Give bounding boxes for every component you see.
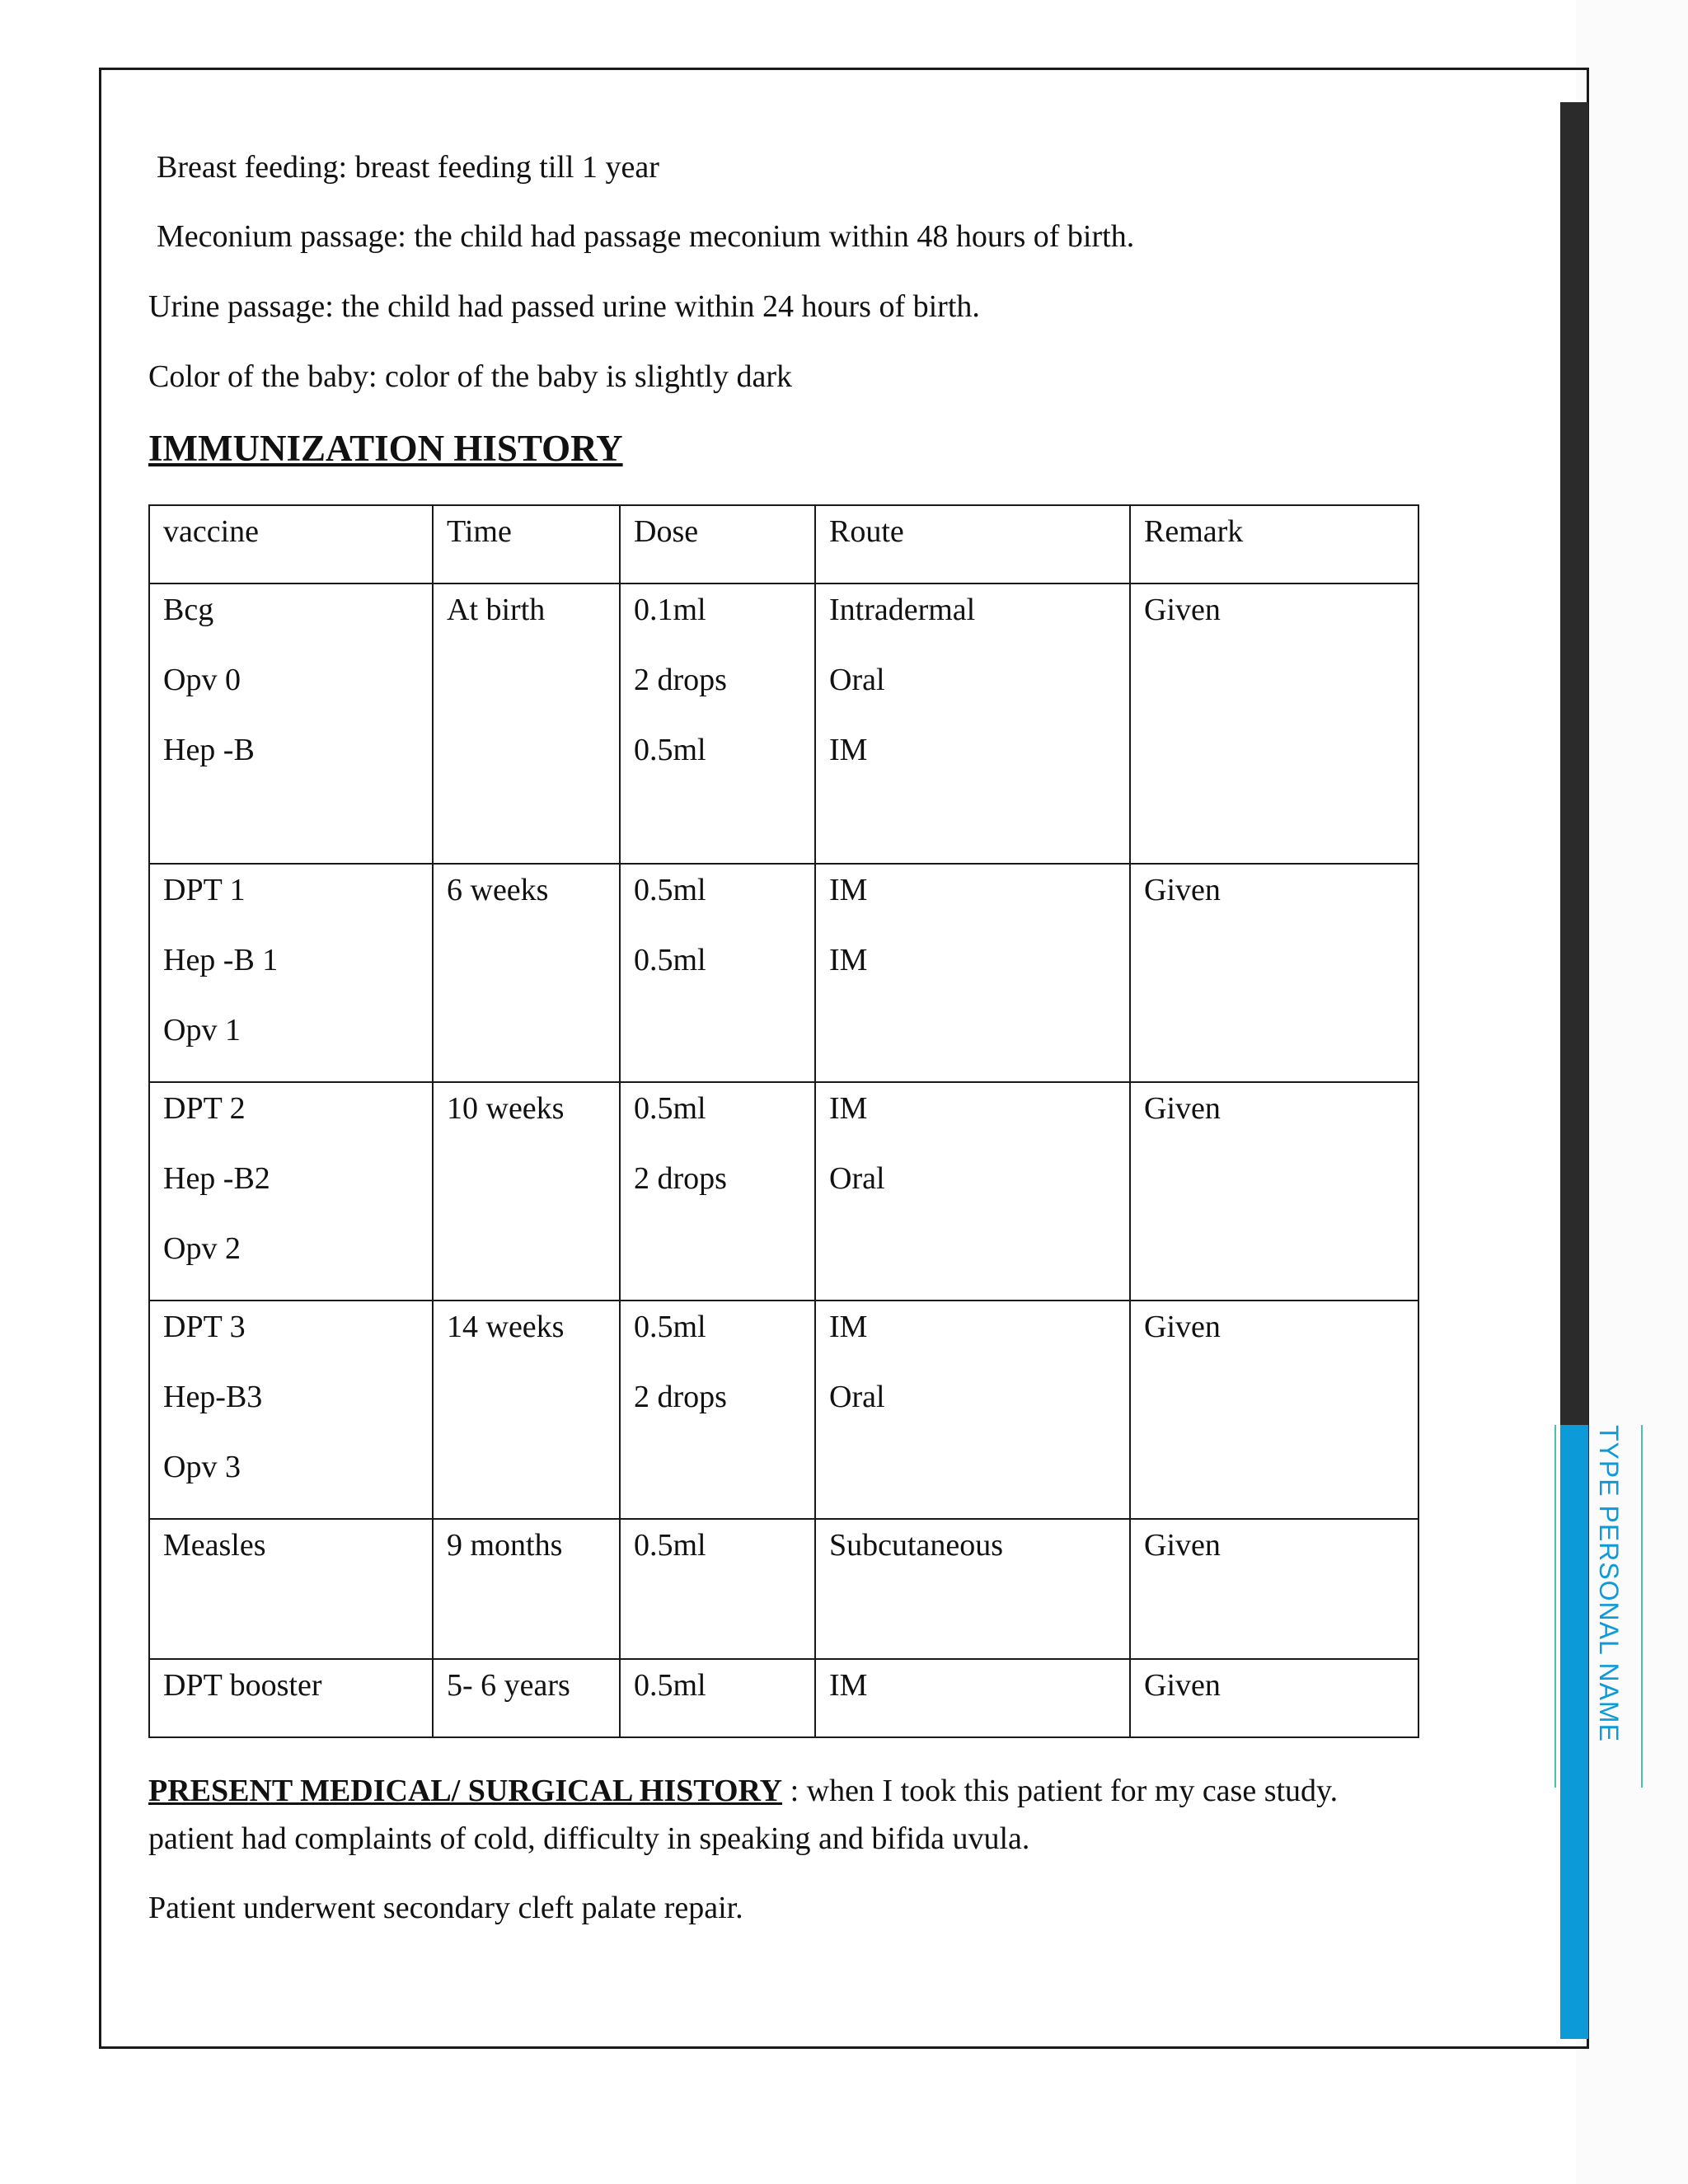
cell-line: Opv 1	[163, 1013, 241, 1047]
table-cell-remark	[1130, 1301, 1418, 1519]
table-row	[149, 1659, 1418, 1737]
table-cell-route	[815, 1659, 1130, 1737]
table-cell-time	[433, 864, 620, 1082]
cell-line: 0.5ml	[634, 1528, 706, 1563]
cell-line: IM	[829, 873, 868, 907]
table-cell-dose	[620, 583, 815, 864]
table-row	[149, 1301, 1418, 1519]
table-cell-vaccine	[149, 583, 433, 864]
sidebar-accent-line-left	[1554, 1425, 1556, 1788]
cell-line: DPT 1	[163, 873, 246, 907]
table-row	[149, 1519, 1418, 1659]
sidebar-dark-bar	[1560, 102, 1588, 1425]
table-cell-dose	[620, 1082, 815, 1301]
present-history-line-3: Patient underwent secondary cleft palate repair.	[148, 1891, 743, 1925]
cell-line: Hep -B2	[163, 1161, 270, 1196]
cell-line: IM	[829, 943, 868, 977]
cell-line: IM	[829, 1668, 868, 1703]
table-cell-vaccine	[149, 864, 433, 1082]
table-cell-route	[815, 1519, 1130, 1659]
cell-line: DPT 3	[163, 1310, 246, 1344]
cell-line: IM	[829, 1091, 868, 1126]
color-text: Color of the baby: color of the baby is slightly dark	[148, 359, 792, 394]
cell-line: 2 drops	[634, 663, 727, 697]
urine-text: Urine passage: the child had passed urine within 24 hours of birth.	[148, 289, 980, 324]
table-cell-time	[433, 1519, 620, 1659]
cell-line: Oral	[829, 1161, 885, 1196]
present-history-line-1	[148, 1767, 1338, 1815]
table-cell-time	[433, 1082, 620, 1301]
cell-line: 2 drops	[634, 1380, 727, 1414]
cell-line: Given	[1144, 593, 1221, 627]
cell-line: 0.5ml	[634, 1091, 706, 1126]
table-cell-route	[815, 864, 1130, 1082]
cell-line: DPT 2	[163, 1091, 246, 1126]
cell-line: At birth	[447, 593, 546, 627]
column-header-time: Time	[433, 505, 620, 583]
cell-line: 10 weeks	[447, 1091, 565, 1126]
table-cell-time	[433, 1301, 620, 1519]
table-cell-vaccine	[149, 1659, 433, 1737]
cell-line: Hep -B 1	[163, 943, 279, 977]
cell-line: 5- 6 years	[447, 1668, 570, 1703]
cell-line: 0.5ml	[634, 873, 706, 907]
cell-line: 0.5ml	[634, 943, 706, 977]
table-cell-route	[815, 1082, 1130, 1301]
cell-line: 0.5ml	[634, 733, 706, 767]
table-cell-time	[433, 583, 620, 864]
immunization-heading: IMMUNIZATION HISTORY	[148, 428, 623, 469]
cell-line: Hep -B	[163, 733, 255, 767]
present-history-line-2: patient had complaints of cold, difficulty in speaking and bifida uvula.	[148, 1821, 1030, 1856]
cell-line: Given	[1144, 1668, 1221, 1703]
present-history-section	[148, 1767, 1338, 1932]
table-cell-route	[815, 1301, 1130, 1519]
cell-line: Oral	[829, 663, 885, 697]
cell-line: Opv 3	[163, 1450, 241, 1484]
cell-line: 6 weeks	[447, 873, 549, 907]
cell-line: 14 weeks	[447, 1310, 565, 1344]
column-header-remark: Remark	[1130, 505, 1418, 583]
cell-line: Subcutaneous	[829, 1528, 1004, 1563]
cell-line: DPT booster	[163, 1668, 322, 1703]
breast-feeding-text: Breast feeding: breast feeding till 1 year	[157, 150, 659, 185]
column-header-vaccine: vaccine	[149, 505, 433, 583]
cell-line: Opv 2	[163, 1231, 241, 1266]
cell-line: IM	[829, 1310, 868, 1344]
cell-line: 2 drops	[634, 1161, 727, 1196]
table-cell-route	[815, 583, 1130, 864]
cell-line: Opv 0	[163, 663, 241, 697]
table-cell-dose	[620, 864, 815, 1082]
cell-line: IM	[829, 733, 868, 767]
table-cell-dose	[620, 1301, 815, 1519]
cell-line: Intradermal	[829, 593, 976, 627]
sidebar-accent-line-right	[1641, 1425, 1643, 1788]
immunization-table	[148, 504, 1419, 1738]
cell-line: 0.5ml	[634, 1668, 706, 1703]
present-history-inline-text: : when I took this patient for my case study.	[782, 1774, 1339, 1808]
cell-line: Given	[1144, 1528, 1221, 1563]
column-header-dose: Dose	[620, 505, 815, 583]
table-cell-vaccine	[149, 1301, 433, 1519]
table-cell-dose	[620, 1659, 815, 1737]
sidebar-personal-name[interactable]: TYPE PERSONAL NAME	[1594, 1425, 1624, 1742]
cell-line: Hep-B3	[163, 1380, 263, 1414]
table-header-row	[149, 505, 1418, 583]
present-history-heading: PRESENT MEDICAL/ SURGICAL HISTORY	[148, 1774, 783, 1808]
cell-line: Given	[1144, 873, 1221, 907]
cell-line: Bcg	[163, 593, 214, 627]
table-cell-remark	[1130, 1519, 1418, 1659]
table-cell-remark	[1130, 1082, 1418, 1301]
table-cell-remark	[1130, 1659, 1418, 1737]
table-row	[149, 864, 1418, 1082]
cell-line: 9 months	[447, 1528, 563, 1563]
cell-line: 0.1ml	[634, 593, 706, 627]
page-margin-strip	[1576, 0, 1688, 2184]
cell-line: 0.5ml	[634, 1310, 706, 1344]
table-cell-remark	[1130, 583, 1418, 864]
table-cell-dose	[620, 1519, 815, 1659]
table-cell-time	[433, 1659, 620, 1737]
column-header-route: Route	[815, 505, 1130, 583]
table-row	[149, 1082, 1418, 1301]
cell-line: Oral	[829, 1380, 885, 1414]
meconium-text: Meconium passage: the child had passage meconium within 48 hours of birth.	[157, 219, 1135, 254]
cell-line: Given	[1144, 1091, 1221, 1126]
table-cell-remark	[1130, 864, 1418, 1082]
cell-line: Measles	[163, 1528, 266, 1563]
cell-line: Given	[1144, 1310, 1221, 1344]
table-cell-vaccine	[149, 1519, 433, 1659]
table-row	[149, 583, 1418, 864]
table-cell-vaccine	[149, 1082, 433, 1301]
